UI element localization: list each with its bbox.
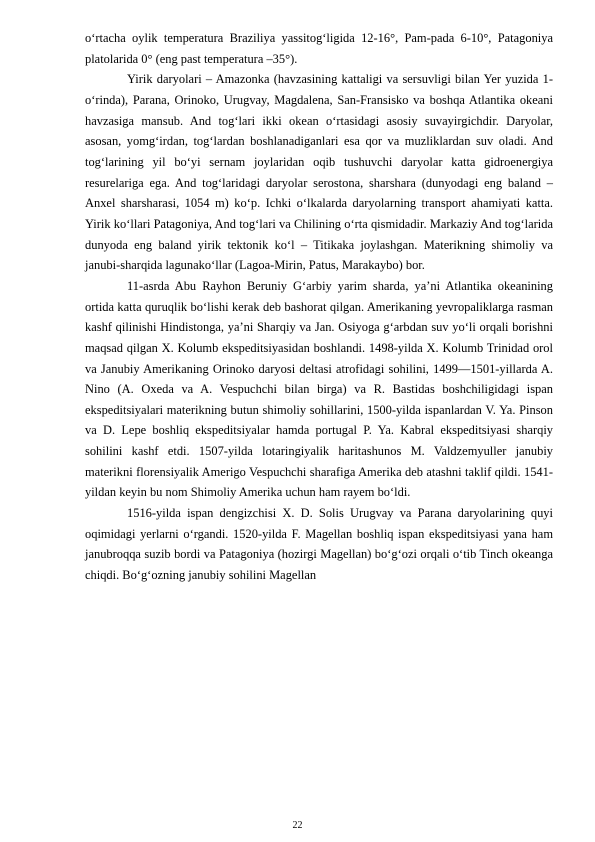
paragraph-continuation: oʻrtacha oylik temperatura Braziliya yassitogʻligida 12-16°, Pam-pada 6-10°, Patagoniya platolarida 0° (eng past temperatura –35°). [85, 31, 553, 66]
paragraph-exploration: 1516-yilda ispan dengizchisi X. D. Solis Urugvay va Parana daryolarining quyi oqimidagi yerlarni oʻrgandi. 1520-yilda F. Magellan boshliq ispan ekspeditsiyasi yana ham janubroqqa suzib bordi va Patagoniya (hozirgi Magellan) boʻgʻozi orqali oʻtib Tinch okeanga chiqdi. Boʻgʻozning janubiy sohilini Magellan [85, 506, 553, 583]
body-text [85, 28, 553, 586]
paragraph-rivers: Yirik daryolari – Amazonka (havzasining kattaligi va sersuvligi bilan Yer yuzida 1-oʻrinda), Parana, Orinoko, Urugvay, Magdalena, San-Fransisko va boshqa Atlantika okeani havzasiga mansub. And togʻlari ikki okean oʻrtasidagi asosiy suvayirgichdir. Daryolar, asosan, yomgʻirdan, togʻlardan boshlanadiganlari esa qor va muzliklardan suv oladi. And togʻlarining yil boʻyi sernam joylaridan oqib tushuvchi daryolar katta gidroenergiya resurelariga ega. And togʻlaridagi daryolar serostona, sharshara (dunyodagi eng baland – Anxel sharsharasi, 1054 m) koʻp. Ichki oʻlkalarda daryolarning transport ahamiyati katta. Yirik koʻllari Patagoniya, And togʻlari va Chilining oʻrta qismidadir. Markaziy And togʻlarida dunyoda eng baland yirik tektonik koʻl – Titikaka joylashgan. Materikning shimoliy va janubi-sharqida lagunakoʻllar (Lagoa-Mirin, Patus, Marakaybo) bor. [85, 72, 553, 273]
paragraph-discovery: 11-asrda Abu Rayhon Beruniy Gʻarbiy yarim sharda, yaʼni Atlantika okeanining ortida katta quruqlik boʻlishi kerak deb bashorat qilgan. Amerikaning yevropaliklarga rasman kashf qilinishi Hindistonga, yaʼni Sharqiy va Jan. Osiyoga gʻarbdan suv yoʻli orqali borishni maqsad qilgan X. Kolumb ekspeditsiyasidan boshlandi. 1498-yilda X. Kolumb Trinidad orol va Janubiy Amerikaning Orinoko daryosi deltasi atrofidagi sohilini, 1499—1501-yillarda A. Nino (A. Oxeda va A. Vespuchchi bilan birga) va R. Bastidas boshchiligidagi ispan ekspeditsiyalari materikning butun shimoliy sohillarini, 1500-yilda ispanlardan V. Ya. Pinson va D. Lepe boshliq ekspeditsiyalar hamda portugal P. Ya. Kabral ekspeditsiyasi sharqiy sohilini kashf etdi. 1507-yilda lotaringiyalik haritashunos M. Valdzemyuller janubiy materikni florensiyalik Amerigo Vespuchchi sharafiga Amerika deb atashni taklif qildi. 1541-yildan keyin bu nom Shimoliy Amerika uchun ham rayem boʻldi. [85, 278, 553, 500]
page-number: 22 [292, 820, 303, 831]
